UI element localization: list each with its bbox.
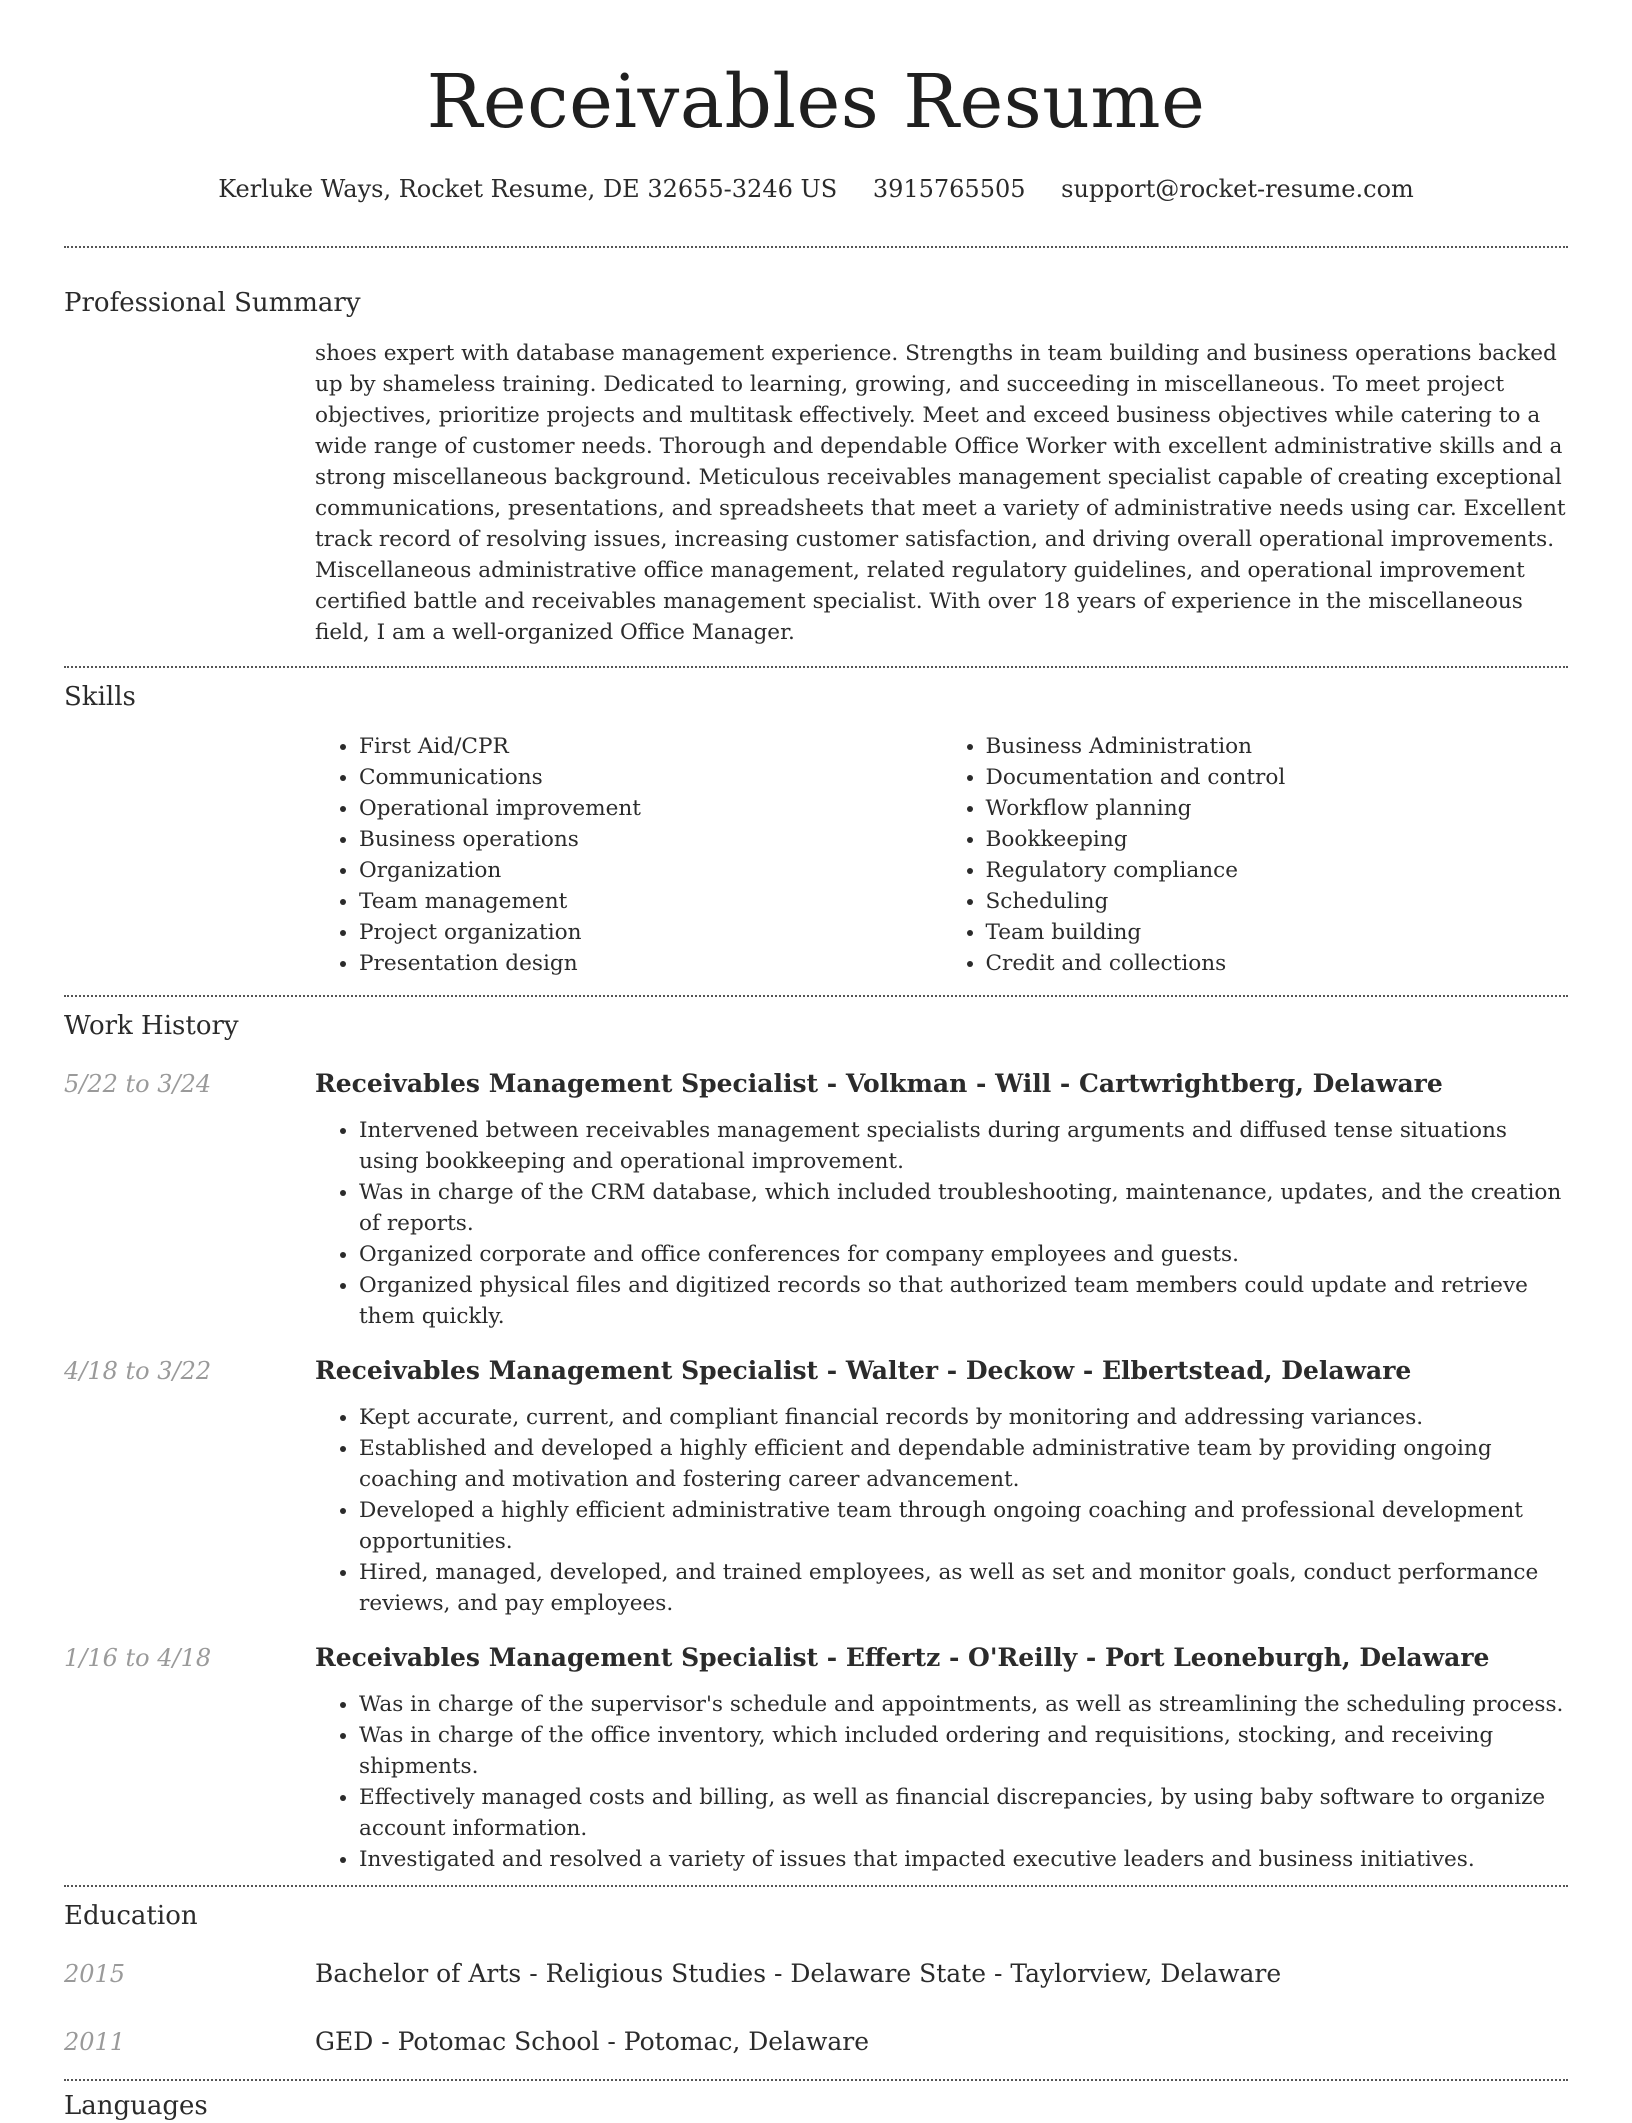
job-dates: 5/22 to 3/24 <box>64 1070 212 1098</box>
job-bullet: • Intervened between receivables management specialists during arguments and diffused tense situations using bookkeeping and operational improvement. <box>359 1115 1568 1177</box>
skills-list-right <box>942 731 1569 979</box>
job-title: Receivables Management Specialist - Effertz - O'Reilly - Port Leoneburgh, Delaware <box>315 1643 1490 1672</box>
section-divider <box>64 666 1568 668</box>
skill-item: • First Aid/CPR <box>359 731 942 762</box>
skill-item: • Documentation and control <box>986 762 1569 793</box>
job-bullet: • Organized corporate and office conferences for company employees and guests. <box>359 1239 1568 1270</box>
job-bullet: • Developed a highly efficient administrative team through ongoing coaching and professional development opportunities. <box>359 1495 1568 1557</box>
section-divider <box>64 1885 1568 1887</box>
job-bullet: • Kept accurate, current, and compliant financial records by monitoring and addressing variances. <box>359 1402 1568 1433</box>
job-dates: 1/16 to 4/18 <box>64 1644 212 1672</box>
job-entry <box>64 1641 1568 1875</box>
contact-address: Kerluke Ways, Rocket Resume, DE 32655-3246 US <box>218 175 838 203</box>
job-dates: 4/18 to 3/22 <box>64 1357 212 1385</box>
skill-item: • Team building <box>986 917 1569 948</box>
job-bullets <box>315 1402 1568 1619</box>
skill-item: • Scheduling <box>986 886 1569 917</box>
resume-header <box>64 0 1568 206</box>
job-entry <box>64 1067 1568 1332</box>
education-entry <box>64 2025 1568 2059</box>
job-bullets <box>315 1689 1568 1875</box>
skill-item: • Team management <box>359 886 942 917</box>
job-bullet: • Established and developed a highly efficient and dependable administrative team by providing ongoing coaching and motivation and fostering career advancement. <box>359 1433 1568 1495</box>
education-text: GED - Potomac School - Potomac, Delaware <box>315 2027 870 2056</box>
skill-item: • Communications <box>359 762 942 793</box>
job-bullets <box>315 1115 1568 1332</box>
section-divider <box>64 2079 1568 2081</box>
job-bullet: • Hired, managed, developed, and trained employees, as well as set and monitor goals, conduct performance reviews, and pay employees. <box>359 1557 1568 1619</box>
skills-section <box>64 680 1568 979</box>
summary-section <box>64 286 1568 648</box>
education-section <box>64 1899 1568 2059</box>
summary-text: shoes expert with database management experience. Strengths in team building and business operations backed up by shameless training. Dedicated to learning, growing, and succeeding in miscellaneous. To meet project objectives, prioritize projects and multitask effectively. Meet and exceed business objectives while catering to a wide range of customer needs. Thorough and dependable Office Worker with excellent administrative skills and a strong miscellaneous background. Meticulous receivables management specialist capable of creating exceptional communications, presentations, and spreadsheets that meet a variety of administrative needs using car. Excellent track record of resolving issues, increasing customer satisfaction, and driving overall operational improvements. Miscellaneous administrative office management, related regulatory guidelines, and operational improvement certified battle and receivables management specialist. With over 18 years of experience in the miscellaneous field, I am a well-organized Office Manager. <box>315 341 1566 645</box>
job-entry <box>64 1354 1568 1619</box>
section-divider <box>64 995 1568 997</box>
education-entry <box>64 1957 1568 1991</box>
summary-heading: Professional Summary <box>64 288 361 318</box>
job-bullet: • Investigated and resolved a variety of issues that impacted executive leaders and business initiatives. <box>359 1844 1568 1875</box>
languages-heading: Languages <box>64 2091 208 2121</box>
education-heading: Education <box>64 1901 198 1931</box>
job-bullet: • Was in charge of the supervisor's schedule and appointments, as well as streamlining the scheduling process. <box>359 1689 1568 1720</box>
contact-email: support@rocket-resume.com <box>1061 175 1414 203</box>
job-bullet: • Was in charge of the CRM database, which included troubleshooting, maintenance, updates, and the creation of reports. <box>359 1177 1568 1239</box>
education-text: Bachelor of Arts - Religious Studies - Delaware State - Taylorview, Delaware <box>315 1959 1282 1988</box>
job-bullet: • Organized physical files and digitized records so that authorized team members could update and retrieve them quickly. <box>359 1270 1568 1332</box>
skills-heading: Skills <box>64 682 136 712</box>
languages-section <box>64 2089 1568 2123</box>
skill-item: • Operational improvement <box>359 793 942 824</box>
skill-item: • Credit and collections <box>986 948 1569 979</box>
work-history-section <box>64 1009 1568 1875</box>
skill-item: • Business Administration <box>986 731 1569 762</box>
job-title: Receivables Management Specialist - Volkman - Will - Cartwrightberg, Delaware <box>315 1069 1443 1098</box>
skill-item: • Project organization <box>359 917 942 948</box>
skill-item: • Workflow planning <box>986 793 1569 824</box>
job-bullet: • Was in charge of the office inventory, which included ordering and requisitions, stocking, and receiving shipments. <box>359 1720 1568 1782</box>
skill-item: • Business operations <box>359 824 942 855</box>
skill-item: • Presentation design <box>359 948 942 979</box>
work-history-heading: Work History <box>64 1011 239 1041</box>
contact-phone: 3915765505 <box>872 175 1026 203</box>
skill-item: • Regulatory compliance <box>986 855 1569 886</box>
skills-list-left <box>315 731 942 979</box>
skill-item: • Organization <box>359 855 942 886</box>
job-bullet: • Effectively managed costs and billing, as well as financial discrepancies, by using baby software to organize account information. <box>359 1782 1568 1844</box>
skill-item: • Bookkeeping <box>986 824 1569 855</box>
job-title: Receivables Management Specialist - Walter - Deckow - Elbertstead, Delaware <box>315 1356 1412 1385</box>
section-divider <box>64 246 1568 248</box>
contact-line <box>64 172 1568 206</box>
resume-title: Receivables Resume <box>426 59 1206 145</box>
education-year: 2011 <box>64 2028 126 2056</box>
education-year: 2015 <box>64 1960 126 1988</box>
